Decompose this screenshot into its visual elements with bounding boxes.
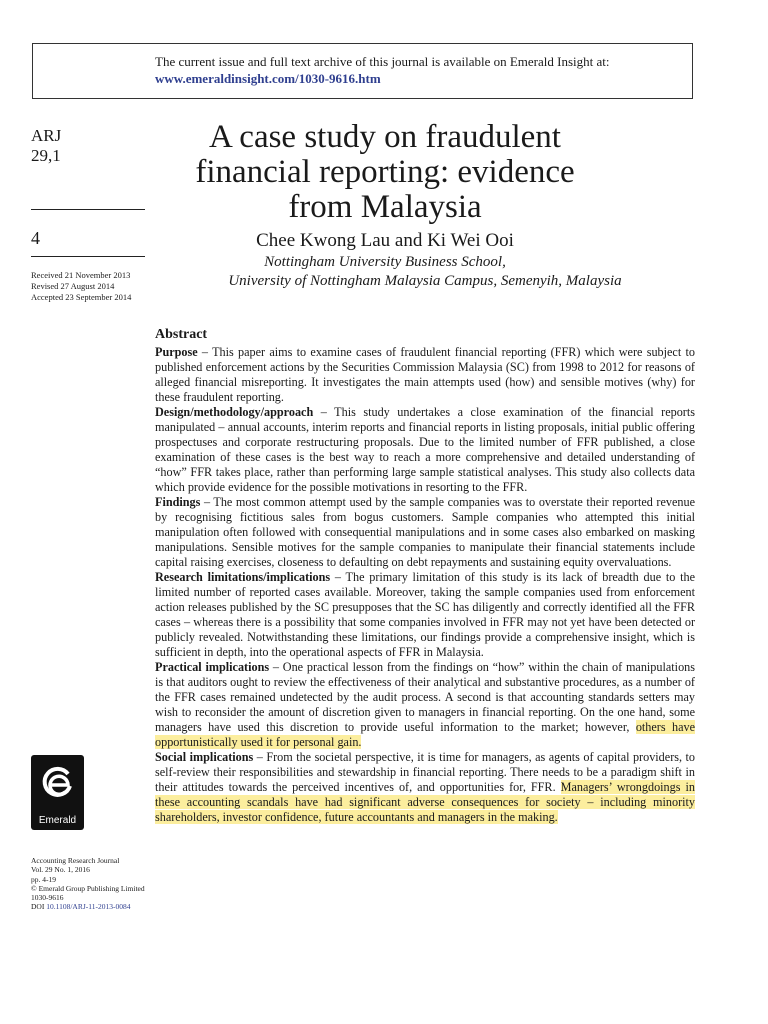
journal-abbrev: ARJ	[31, 126, 62, 145]
abstract-social	[155, 750, 695, 825]
citation-journal: Accounting Research Journal	[31, 856, 120, 865]
social-highlight: Managers’ wrongdoings in these accounting scandals have had significant adverse consequences for society – including minority shareholders, investor confidence, future accountants and managers in the making.	[155, 780, 695, 824]
abstract-purpose	[155, 345, 695, 405]
title-line-1: A case study on fraudulent	[209, 119, 561, 155]
design-label: Design/methodology/approach	[155, 405, 314, 419]
affiliation-line-1: Nottingham University Business School,	[264, 254, 506, 270]
abstract-design	[155, 405, 695, 495]
abstract-practical	[155, 660, 695, 750]
citation-pages: pp. 4-19	[31, 874, 56, 884]
social-label: Social implications	[155, 750, 254, 764]
title-line-2: financial reporting: evidence	[195, 154, 575, 190]
article-title	[150, 120, 620, 225]
practical-label: Practical implications	[155, 660, 270, 674]
abstract-findings	[155, 495, 695, 570]
purpose-label: Purpose	[155, 345, 198, 359]
limitations-text: – The primary limitation of this study is its lack of breadth due to the limited number of reported cases available. Moreover, taking the sample companies used from enforcement action releases published by the SC presupposes that the SC has diligently and correctly identified all the FFR cases – whereas there is a possibility that some companies involved in FFR may not yet have been detected or publicly revealed. Notwithstanding these limitations, our findings provide a comprehensive insight, which is sufficient in depth, into the operational aspects of FFR in Malaysia.	[155, 570, 695, 659]
social-text: – From the societal perspective, it is time for managers, as agents of capital providers, to self-review their responsibilities and stewardship in financial reporting. There needs to be a paradigm shift in their attitudes towards the perceived incentives of, and opportunities for, FFR.	[155, 750, 695, 794]
accepted-date: Accepted 23 September 2014	[31, 292, 132, 302]
abstract-limitations	[155, 570, 695, 660]
citation-block	[31, 856, 145, 912]
journal-code	[31, 126, 61, 166]
title-line-3: from Malaysia	[288, 189, 482, 225]
page-number: 4	[31, 228, 40, 248]
logo-text: Emerald	[38, 815, 77, 826]
citation-publisher: © Emerald Group Publishing Limited	[31, 883, 145, 893]
doi-label: DOI	[31, 902, 45, 912]
practical-highlight: others have opportunistically used it for personal gain.	[155, 720, 696, 749]
availability-text: The current issue and full text archive of this journal is available on Emerald Insight at:	[155, 54, 610, 69]
citation-issn: 1030-9616	[31, 893, 64, 903]
practical-text: – One practical lesson from the findings on “how” within the chain of manipulations is that auditors ought to review the effectiveness of their analytical and substantive procedures, as a number of the FFR cases remained undetected by the audit process. A second is that accounting standards setters may wish to reconsider the amount of discretion given to managers in financial reporting. On the one hand, some managers have used this discretion to provide useful information to the market; however,	[155, 660, 695, 734]
margin-divider-bottom	[31, 256, 145, 257]
abstract-heading: Abstract	[155, 327, 208, 342]
findings-text: – The most common attempt used by the sample companies was to overstate their reported revenue by recognising fictitious sales from bogus customers. Sample companies who attempted this initial manipulation often followed with consequential manipulations and in some cases also embarked on masking manipulations. Sensible motives for the sample companies to manipulate their financial statements include capital raising exercises, closeness to defaulting on debt repayments and sustaining equity overvaluations.	[155, 495, 695, 569]
journal-availability-box	[32, 43, 693, 99]
margin-divider-top	[31, 209, 145, 210]
citation-volume: Vol. 29 No. 1, 2016	[31, 865, 90, 875]
journal-volume: 29,1	[31, 146, 61, 165]
purpose-text: – This paper aims to examine cases of fraudulent financial reporting (FFR) which were subject to published enforcement actions by the Securities Commission Malaysia (SC) from 1998 to 2012 for reasons of alleged financial misreporting. It investigates the main attempts used (how) and sensible motives (why) for these fraudulent reporting.	[155, 345, 695, 404]
emerald-e-icon	[40, 764, 75, 804]
article-dates	[31, 270, 131, 303]
citation-doi	[31, 902, 145, 911]
emerald-logo	[31, 755, 84, 830]
design-text: – This study undertakes a close examination of the financial reports manipulated – annual accounts, interim reports and financial reports in listing proposals, initial public offering prospectuses and corporate restructuring proposals. Due to the limited number of FFR published, a close examination of these cases is the best way to reach a more comprehensive and detailed understanding of “how” FFR takes place, rather than performing large sample statistical analyses. This study also collects data which provide evidence for the possible motivations in resorting to the FFR.	[155, 405, 695, 494]
abstract	[155, 327, 695, 825]
authors: Chee Kwong Lau and Ki Wei Ooi	[256, 230, 514, 251]
journal-url-link[interactable]: www.emeraldinsight.com/1030-9616.htm	[155, 71, 381, 86]
limitations-label: Research limitations/implications	[155, 570, 331, 584]
doi-link[interactable]: 10.1108/ARJ-11-2013-0084	[46, 902, 131, 912]
received-date: Received 21 November 2013	[31, 270, 131, 280]
affiliation-line-2: University of Nottingham Malaysia Campus, Semenyih, Malaysia	[228, 273, 622, 289]
revised-date: Revised 27 August 2014	[31, 281, 115, 291]
findings-label: Findings	[155, 495, 201, 509]
